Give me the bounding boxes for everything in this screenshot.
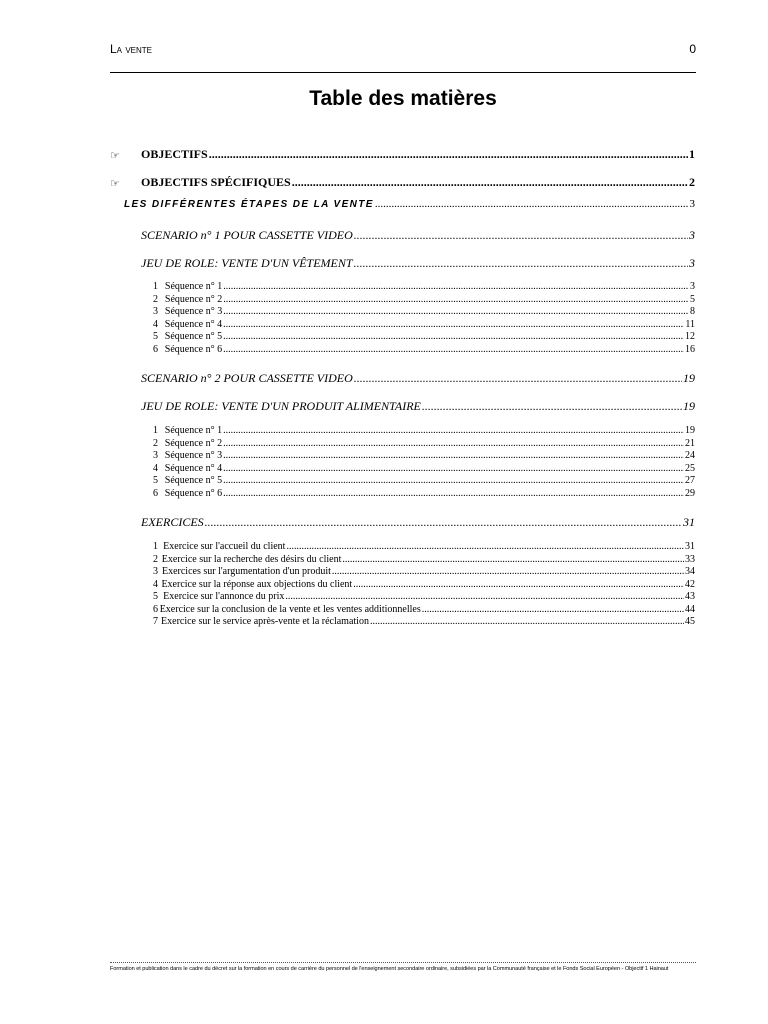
toc-item-number: 6: [153, 343, 158, 355]
toc-item-number: 2: [153, 437, 158, 449]
toc-leader: [354, 371, 682, 386]
toc-entry-page: 33: [685, 553, 695, 565]
toc-entry-jeu-de-role-1[interactable]: [141, 256, 695, 271]
toc-item-number: 1: [153, 541, 158, 552]
toc-leader: [223, 488, 684, 499]
toc-entry-label: Exercice sur le service après-vente et la réclamation: [161, 616, 369, 627]
toc-sequence-item[interactable]: [153, 488, 695, 499]
toc-leader: [286, 541, 684, 552]
toc-entry-label: SCENARIO n° 1 POUR CASSETTE VIDEO: [141, 228, 353, 242]
toc-entry-label: Exercice sur la recherche des désirs du client: [161, 553, 342, 565]
toc-item-number: 1: [153, 281, 158, 292]
page-header: [110, 42, 696, 60]
toc-sequence-item[interactable]: [153, 281, 695, 292]
page-footer: Formation et publication dans le cadre du décret sur la formation en cours de carrière du personnel de l'enseignement secondaire ordinaire, subsidiées par la Communauté française et le Fonds Social Européen - Objectif 1 Hainaut: [110, 966, 669, 972]
toc-entry-page: 1: [689, 147, 695, 161]
toc-sequence-item[interactable]: [153, 475, 695, 486]
toc-entry-page: 12: [685, 331, 695, 342]
toc-entry-label: Séquence n° 1: [164, 281, 223, 292]
toc-entry-label: LES DIFFÉRENTES ÉTAPES DE LA VENTE: [124, 199, 374, 210]
toc-item-number: 6: [153, 487, 158, 499]
toc-entry-page: 29: [685, 487, 695, 499]
toc-sequence-item[interactable]: [153, 425, 695, 436]
toc-sequence-item[interactable]: [153, 463, 695, 474]
toc-leader: [332, 566, 684, 577]
toc-sequence-item[interactable]: [153, 331, 695, 342]
toc-exercice-item[interactable]: [153, 616, 695, 627]
toc-leader: [422, 604, 684, 615]
toc-item-number: 6: [153, 603, 158, 615]
toc-exercice-item[interactable]: [153, 566, 695, 577]
toc-leader: [223, 281, 689, 292]
toc-item-number: 3: [153, 566, 158, 577]
toc-entry-page: 8: [690, 306, 695, 317]
toc-leader: [223, 306, 689, 317]
toc-exercice-item[interactable]: [153, 579, 695, 590]
toc-sequence-item[interactable]: [153, 450, 695, 461]
toc-sequence-item[interactable]: [153, 319, 695, 330]
toc-entry-page: 42: [685, 578, 695, 590]
toc-entry-label: Séquence n° 4: [164, 318, 223, 330]
toc-item-number: 4: [153, 318, 158, 330]
toc-item-number: 5: [153, 475, 158, 486]
toc-item-number: 1: [153, 425, 158, 436]
toc-entry-page: 3: [689, 198, 695, 210]
toc-item-number: 2: [153, 293, 158, 305]
toc-entry-label: Séquence n° 6: [164, 487, 223, 499]
toc-entry-label: Séquence n° 5: [164, 475, 223, 486]
pointing-hand-icon: ☞: [110, 178, 120, 190]
toc-entry-label: Exercice sur l'annonce du prix: [163, 591, 285, 602]
header-title: La vente: [110, 42, 153, 56]
toc-entry-page: 19: [683, 399, 695, 413]
toc-entry-page: 45: [685, 616, 695, 627]
toc-item-number: 3: [153, 450, 158, 461]
toc-entry-label: Séquence n° 3: [164, 306, 223, 317]
toc-entry-page: 3: [689, 256, 695, 270]
toc-entry-page: 34: [685, 566, 695, 577]
toc-item-number: 4: [153, 462, 158, 474]
toc-leader: [285, 591, 684, 602]
toc-leader: [354, 256, 688, 271]
toc-entry-scenario-1[interactable]: [141, 228, 695, 243]
toc-item-number: 2: [153, 553, 158, 565]
toc-exercice-item[interactable]: [153, 554, 695, 565]
footer-rule: [110, 962, 696, 963]
toc-entry-page: 3: [689, 228, 695, 242]
toc-sequence-item[interactable]: [153, 344, 695, 355]
toc-leader: [223, 438, 684, 449]
toc-item-number: 5: [153, 331, 158, 342]
toc-entry-label: Exercice sur la réponse aux objections du client: [161, 578, 353, 590]
toc-item-number: 4: [153, 578, 158, 590]
toc-leader: [223, 450, 684, 461]
document-title: Table des matières: [309, 87, 497, 110]
toc-entry-page: 44: [685, 603, 695, 615]
toc-entry-label: OBJECTIFS SPÉCIFIQUES: [141, 175, 291, 189]
toc-leader: [353, 579, 684, 590]
toc-entry-page: 3: [690, 281, 695, 292]
toc-entry-page: 31: [683, 515, 695, 529]
toc-entry-label: Séquence n° 1: [164, 425, 223, 436]
toc-leader: [223, 331, 684, 342]
toc-item-number: 5: [153, 591, 158, 602]
toc-entry-page: 21: [685, 437, 695, 449]
toc-entry-page: 31: [685, 541, 695, 552]
toc-leader: [223, 319, 684, 330]
toc-leader: [223, 344, 684, 355]
toc-entry-label: Séquence n° 3: [164, 450, 223, 461]
toc-leader: [292, 175, 688, 190]
toc-entry-label: OBJECTIFS: [141, 147, 208, 161]
header-rule: [110, 72, 696, 73]
pointing-hand-icon: ☞: [110, 150, 120, 162]
toc-exercice-item[interactable]: [153, 604, 695, 615]
toc-entry-page: 19: [683, 371, 695, 385]
toc-entry-label: JEU DE ROLE: VENTE D'UN PRODUIT ALIMENTAIRE: [141, 399, 421, 413]
toc-exercice-item[interactable]: [153, 541, 695, 552]
toc-entry-exercices[interactable]: [141, 515, 695, 530]
toc-leader: [375, 198, 689, 210]
toc-entry-label: Séquence n° 4: [164, 462, 223, 474]
toc-leader: [342, 554, 684, 565]
toc-leader: [223, 425, 684, 436]
toc-entry-objectifs-specifiques[interactable]: [141, 175, 695, 190]
toc-entry-label: Exercice sur la conclusion de la vente et les ventes additionnelles: [159, 603, 421, 615]
toc-item-number: 3: [153, 306, 158, 317]
toc-entry-page: 27: [685, 475, 695, 486]
toc-entry-page: 11: [685, 318, 695, 330]
header-page-number: 0: [689, 42, 696, 56]
toc-entry-page: 16: [685, 343, 695, 355]
toc-entry-label: SCENARIO n° 2 POUR CASSETTE VIDEO: [141, 371, 353, 385]
toc-entry-page: 43: [685, 591, 695, 602]
toc-sequence-item[interactable]: [153, 306, 695, 317]
toc-entry-page: 5: [690, 293, 695, 305]
toc-entry-label: Séquence n° 2: [164, 293, 223, 305]
toc-entry-label: Séquence n° 6: [164, 343, 223, 355]
toc-leader: [223, 294, 689, 305]
toc-leader: [422, 399, 682, 414]
toc-leader: [370, 616, 684, 627]
toc-entry-page: 24: [685, 450, 695, 461]
toc-sequence-item[interactable]: [153, 294, 695, 305]
toc-entry-objectifs[interactable]: [141, 147, 695, 162]
toc-leader: [209, 147, 688, 162]
toc-entry-etapes[interactable]: [124, 198, 695, 210]
toc-entry-scenario-2[interactable]: [141, 371, 695, 386]
toc-leader: [223, 475, 684, 486]
toc-entry-label: Exercices sur l'argumentation d'un produit: [161, 566, 331, 577]
toc-entry-page: 25: [685, 462, 695, 474]
toc-entry-label: Séquence n° 5: [164, 331, 223, 342]
toc-entry-page: 19: [685, 425, 695, 436]
toc-leader: [354, 228, 688, 243]
toc-entry-label: Séquence n° 2: [164, 437, 223, 449]
toc-leader: [205, 515, 682, 530]
toc-entry-label: Exercice sur l'accueil du client: [163, 541, 286, 552]
toc-sequence-item[interactable]: [153, 438, 695, 449]
toc-entry-page: 2: [689, 175, 695, 189]
toc-entry-label: EXERCICES: [141, 515, 204, 529]
toc-item-number: 7: [153, 616, 158, 627]
toc-entry-jeu-de-role-2[interactable]: [141, 399, 695, 414]
toc-leader: [223, 463, 684, 474]
toc-exercice-item[interactable]: [153, 591, 695, 602]
toc-entry-label: JEU DE ROLE: VENTE D'UN VÊTEMENT: [141, 256, 353, 270]
